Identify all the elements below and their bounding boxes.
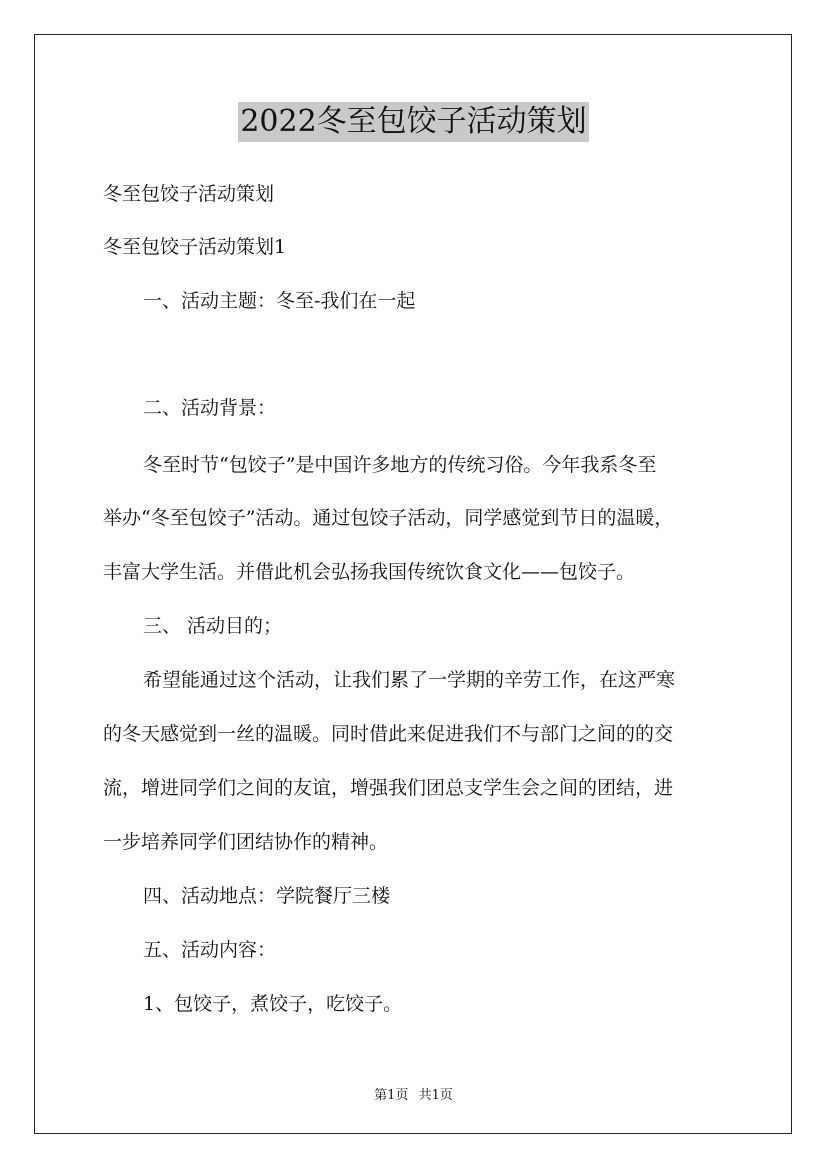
- section-content-heading: 五、活动内容：: [143, 939, 277, 961]
- paragraph-line: 一步培养同学们团结协作的精神。: [103, 831, 389, 853]
- section-location: 四、活动地点：学院餐厅三楼: [143, 885, 391, 907]
- paragraph-line: 的冬天感觉到一丝的温暖。同时借此来促进我们不与部门之间的的交: [103, 723, 674, 745]
- paragraph-line: 冬至时节“包饺子”是中国许多地方的传统习俗。今年我系冬至: [143, 454, 657, 476]
- content-item: 1、包饺子，煮饺子，吃饺子。: [143, 993, 403, 1015]
- paragraph-line: 丰富大学生活。并借此机会弘扬我国传统饮食文化——包饺子。: [103, 561, 636, 583]
- paragraph-line: 流，增进同学们之间的友谊，增强我们团总支学生会之间的团结，进: [103, 777, 674, 799]
- page-footer: [0, 1084, 827, 1103]
- page-number: 第1页: [374, 1088, 409, 1103]
- title-container: [0, 102, 827, 142]
- document-title: 2022冬至包饺子活动策划: [238, 102, 588, 142]
- doc-heading: 冬至包饺子活动策划: [103, 183, 275, 205]
- section-theme: 一、活动主题：冬至-我们在一起: [143, 290, 416, 312]
- paragraph-line: 希望能通过这个活动，让我们累了一学期的辛劳工作，在这严寒: [143, 669, 676, 691]
- paragraph-line: 举办“冬至包饺子”活动。通过包饺子活动，同学感觉到节日的温暖，: [103, 507, 674, 529]
- section-background-heading: 二、活动背景：: [143, 397, 277, 419]
- doc-subheading: 冬至包饺子活动策划1: [103, 236, 287, 258]
- page-total: 共1页: [418, 1088, 453, 1103]
- section-purpose-heading: 三、 活动目的；: [143, 615, 283, 637]
